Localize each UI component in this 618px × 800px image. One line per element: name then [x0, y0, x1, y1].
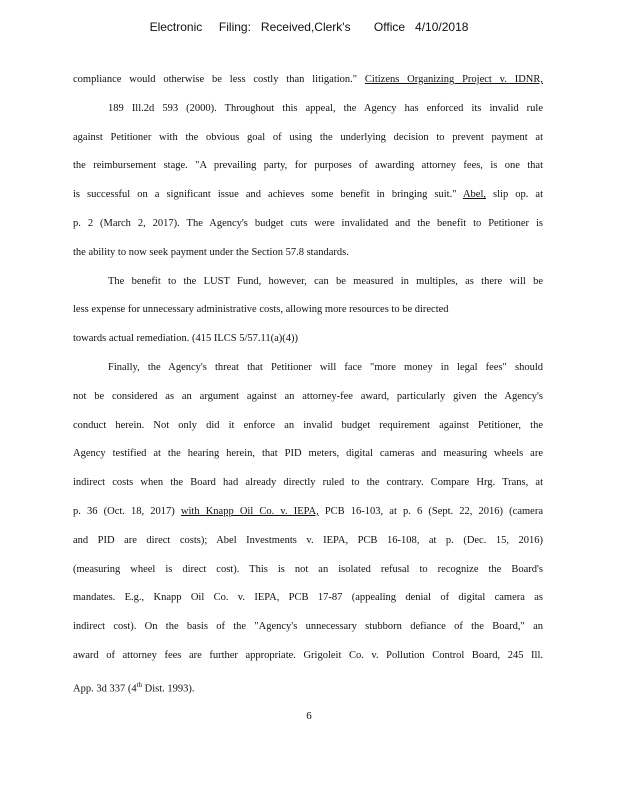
- text-span: th: [136, 680, 143, 689]
- text-span: conduct herein. Not only did it enforce an invalid budget requirement against Petitioner, the: [73, 419, 543, 431]
- text-span: mandates. E.g., Knapp Oil Co. v. IEPA, PCB 17-87 (appealing denial of digital camera as: [73, 592, 543, 604]
- text-line: [73, 675, 543, 704]
- text-span: The benefit to the LUST Fund, however, can be measured in multiples, as there will be: [108, 275, 543, 287]
- text-line: [73, 329, 543, 358]
- text-span: Agency testified at the hearing herein, that PID meters, digital cameras and measuring wheels are: [73, 448, 543, 460]
- text-line: [73, 588, 543, 617]
- text-line: [73, 617, 543, 646]
- document-body: [73, 70, 543, 704]
- text-line: [73, 156, 543, 185]
- text-line: [73, 416, 543, 445]
- text-span: PCB 16-103, at p. 6 (Sept. 22, 2016) (camera: [318, 505, 543, 517]
- text-line: [73, 473, 543, 502]
- text-line: [73, 99, 543, 128]
- text-line: [73, 300, 543, 329]
- text-span: and PID are direct costs); Abel Investments v. IEPA, PCB 16-108, at p. (Dec. 15, 2016): [73, 534, 543, 546]
- text-span: (measuring wheel is direct cost). This is not an isolated refusal to recognize the Board's: [73, 563, 543, 575]
- text-span: less expense for unnecessary administrative costs, allowing more resources to be directed: [73, 304, 449, 316]
- text-line: [73, 502, 543, 531]
- text-line: [73, 214, 543, 243]
- case-citation: with Knapp Oil Co. v. IEPA,: [180, 505, 319, 517]
- text-span: 189 Ill.2d 593 (2000). Throughout this appeal, the Agency has enforced its invalid rule: [108, 102, 543, 114]
- text-line: [73, 560, 543, 589]
- case-citation: Abel,: [462, 189, 487, 201]
- filing-header: Electronic Filing: Received,Clerk's Office 4/10/2018: [149, 20, 469, 34]
- text-line: [73, 646, 543, 675]
- text-line: [73, 531, 543, 560]
- text-line: [73, 272, 543, 301]
- text-span: Dist. 1993).: [142, 683, 195, 695]
- text-line: [73, 243, 543, 272]
- text-span: App. 3d 337 (4: [73, 683, 137, 695]
- text-span: against Petitioner with the obvious goal of using the underlying decision to prevent payment at: [73, 131, 543, 143]
- text-span: is successful on a significant issue and achieves some benefit in bringing suit.": [73, 189, 463, 201]
- text-span: the ability to now seek payment under the Section 57.8 standards.: [73, 246, 349, 258]
- text-span: p. 2 (March 2, 2017). The Agency's budget cuts were invalidated and the benefit to Petitioner is: [73, 217, 543, 229]
- text-line: [73, 444, 543, 473]
- text-span: the reimbursement stage. "A prevailing party, for purposes of awarding attorney fees, is one that: [73, 160, 543, 172]
- text-span: indirect cost). On the basis of the "Agency's unnecessary stubborn defiance of the Board," an: [73, 621, 543, 633]
- text-span: p. 36 (Oct. 18, 2017): [73, 505, 181, 517]
- text-span: Finally, the Agency's threat that Petitioner will face "more money in legal fees" should: [108, 361, 543, 373]
- case-citation: Citizens Organizing Project v. IDNR,: [364, 74, 544, 85]
- text-span: indirect costs when the Board had already directly ruled to the contrary. Compare Hrg. Trans, at: [73, 477, 543, 489]
- text-span: not be considered as an argument against an attorney-fee award, particularly given the Agency's: [73, 390, 543, 402]
- text-line: [73, 70, 543, 99]
- text-line: [73, 128, 543, 157]
- page-number: 6: [306, 710, 312, 722]
- text-span: slip op. at: [486, 189, 543, 201]
- text-span: towards actual remediation. (415 ILCS 5/57.11(a)(4)): [73, 333, 299, 345]
- text-line: [73, 185, 543, 214]
- text-span: award of attorney fees are further appropriate. Grigoleit Co. v. Pollution Control Board, 245 Ill.: [73, 649, 543, 661]
- text-line: [73, 387, 543, 416]
- text-line: [73, 358, 543, 387]
- text-span: compliance would otherwise be less costly than litigation.": [73, 74, 365, 85]
